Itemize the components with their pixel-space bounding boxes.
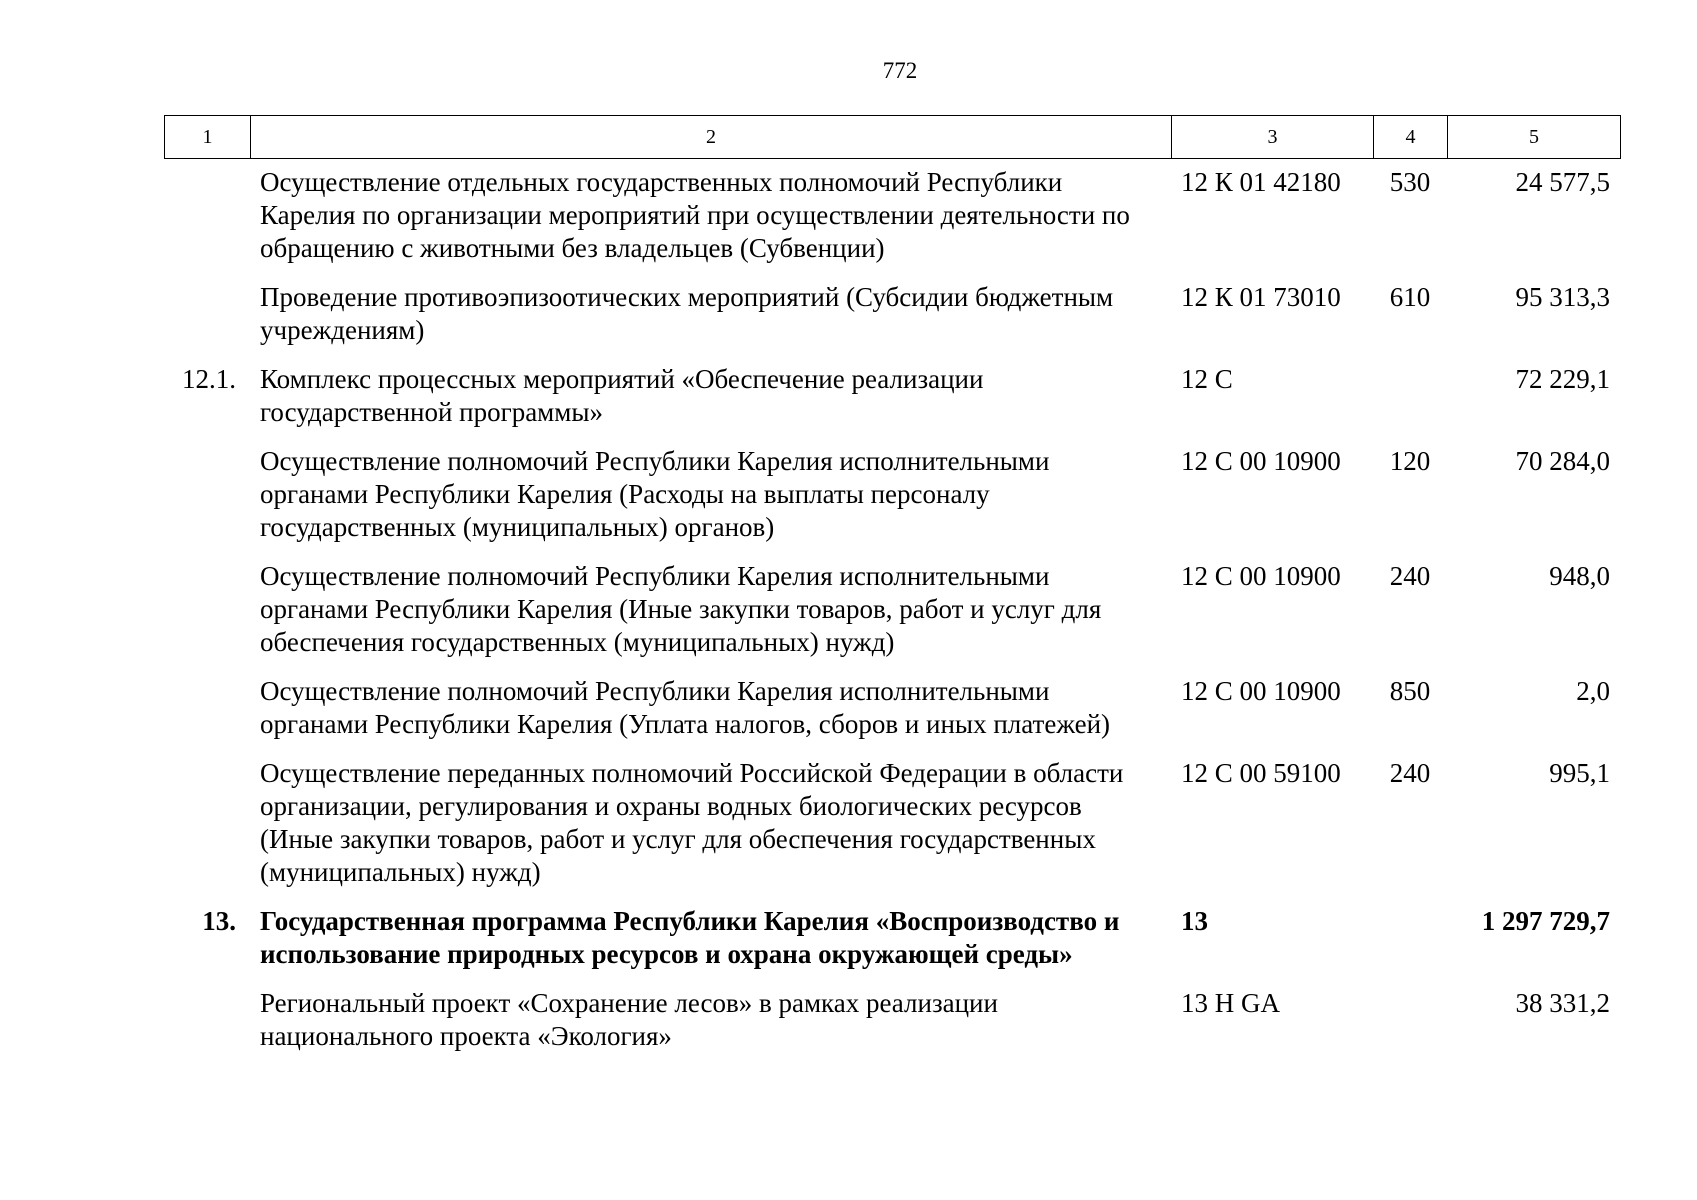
table-row [164, 445, 1620, 560]
row-sum: 1 297 729,7 [1481, 906, 1610, 936]
row-name: Осуществление отдельных государственных полномочий Республики Карелия по организации мероприятий при осуществлении деятельности по обращению с животными без владельцев (Субвенции) [260, 167, 1130, 263]
table-row [164, 675, 1620, 757]
row-code: 12 К 01 42180 [1181, 167, 1341, 197]
row-code: 12 С [1181, 364, 1233, 394]
row-sum: 70 284,0 [1515, 446, 1610, 476]
table-row [164, 560, 1620, 675]
row-name: Осуществление полномочий Республики Карелия исполнительными органами Республики Карелия (Уплата налогов, сборов и иных платежей) [260, 676, 1111, 739]
page-number: 772 [882, 58, 918, 83]
column-header-4: 4 [1374, 116, 1448, 159]
row-number [164, 445, 250, 560]
row-sum: 95 313,3 [1515, 282, 1610, 312]
row-number [164, 675, 250, 757]
row-expense-type [1373, 363, 1447, 445]
row-code: 12 К 01 73010 [1181, 282, 1341, 312]
row-expense-type: 120 [1389, 446, 1431, 476]
row-name: Государственная программа Республики Карелия «Воспроизводство и использование природных ресурсов и охрана окружающей среды» [260, 906, 1120, 969]
row-name: Осуществление полномочий Республики Карелия исполнительными органами Республики Карелия (Иные закупки товаров, работ и услуг для обеспечения государственных (муниципальных) нужд) [260, 561, 1102, 657]
row-code: 13 [1181, 906, 1208, 936]
budget-table [164, 166, 1620, 1069]
row-number: 12.1. [182, 364, 236, 394]
row-expense-type: 610 [1389, 282, 1431, 312]
row-name: Региональный проект «Сохранение лесов» в рамках реализации национального проекта «Экология» [260, 988, 998, 1051]
row-expense-type: 240 [1389, 758, 1431, 788]
row-code: 12 С 00 59100 [1181, 758, 1341, 788]
row-name: Проведение противоэпизоотических мероприятий (Субсидии бюджетным учреждениям) [260, 282, 1114, 345]
row-sum: 38 331,2 [1515, 988, 1610, 1018]
row-code: 13 Н GA [1181, 988, 1280, 1018]
row-sum: 995,1 [1549, 758, 1610, 788]
row-expense-type: 850 [1389, 676, 1431, 706]
column-header-table [164, 115, 1621, 159]
row-expense-type: 240 [1389, 561, 1431, 591]
row-name: Осуществление полномочий Республики Карелия исполнительными органами Республики Карелия (Расходы на выплаты персоналу государственных (муниципальных) органов) [260, 446, 1050, 542]
row-code: 12 С 00 10900 [1181, 561, 1341, 591]
column-header-1: 1 [165, 116, 251, 159]
row-sum: 2,0 [1576, 676, 1610, 706]
row-expense-type [1373, 987, 1447, 1069]
row-number: 13. [202, 906, 236, 936]
row-number [164, 560, 250, 675]
row-sum: 72 229,1 [1515, 364, 1610, 394]
row-number [164, 281, 250, 363]
row-sum: 24 577,5 [1515, 167, 1610, 197]
row-code: 12 С 00 10900 [1181, 676, 1341, 706]
column-header-3: 3 [1172, 116, 1374, 159]
row-expense-type [1373, 905, 1447, 987]
column-header-row [165, 116, 1621, 159]
row-number [164, 987, 250, 1069]
column-header-2: 2 [251, 116, 1172, 159]
budget-table-body [164, 166, 1620, 1069]
row-expense-type: 530 [1389, 167, 1431, 197]
column-header-5: 5 [1448, 116, 1621, 159]
table-row [164, 281, 1620, 363]
row-number [164, 757, 250, 905]
table-row [164, 363, 1620, 445]
table-row [164, 987, 1620, 1069]
row-sum: 948,0 [1549, 561, 1610, 591]
table-row [164, 905, 1620, 987]
row-code: 12 С 00 10900 [1181, 446, 1341, 476]
table-row [164, 166, 1620, 281]
row-number [164, 166, 250, 281]
table-row [164, 757, 1620, 905]
row-name: Комплекс процессных мероприятий «Обеспечение реализации государственной программы» [260, 364, 984, 427]
row-name: Осуществление переданных полномочий Российской Федерации в области организации, регулирования и охраны водных биологических ресурсов (Иные закупки товаров, работ и услуг для обеспечения государственных (муниципальных) нужд) [260, 758, 1124, 887]
